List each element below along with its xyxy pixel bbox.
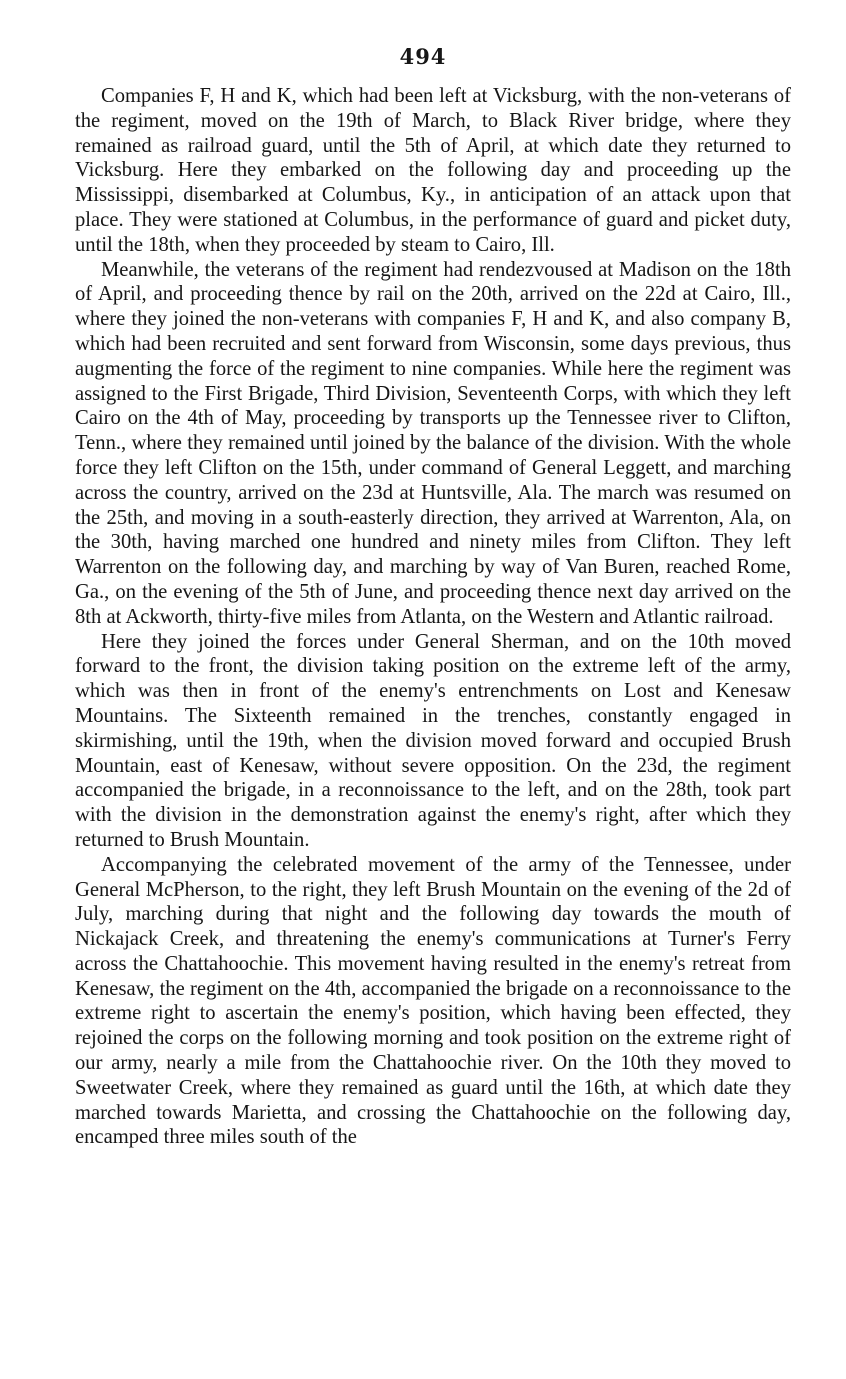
paragraph-4: Accompanying the celebrated movement of the army of the Tennessee, under General McPherson, to the right, they left Brush Mountain on the evening of the 2d of July, marching during that night and the following day towards the mouth of Nickajack Creek, and threatening the enemy's communications at Turner's Ferry across the Chattahoochie. This movement having resulted in the enemy's retreat from Kenesaw, the regiment on the 4th, accompanied the brigade on a reconnoissance to the extreme right to ascertain the enemy's position, which having been effected, they rejoined the corps on the following morning and took position on the extreme right of our army, nearly a mile from the Chattahoochie river. On the 10th they moved to Sweetwater Creek, where they remained as guard until the 16th, at which date they marched towards Marietta, and crossing the Chattahoochie on the following day, encamped three miles south of the: [75, 853, 791, 1149]
paragraph-2: Meanwhile, the veterans of the regiment had rendezvoused at Madison on the 18th of April, and proceeding thence by rail on the 20th, arrived on the 22d at Cairo, Ill., where they joined the non-veterans with companies F, H and K, and also company B, which had been recruited and sent forward from Wisconsin, some days previous, thus augmenting the force of the regiment to nine companies. While here the regiment was assigned to the First Brigade, Third Division, Seventeenth Corps, with which they left Cairo on the 4th of May, proceeding by transports up the Tennessee river to Clifton, Tenn., where they remained until joined by the balance of the division. With the whole force they left Clifton on the 15th, under command of General Leggett, and marching across the country, arrived on the 23d at Huntsville, Ala. The march was resumed on the 25th, and moving in a south-easterly direction, they arrived at Warrenton, Ala, on the 30th, having marched one hundred and ninety miles from Clifton. They left Warrenton on the following day, and marching by way of Van Buren, reached Rome, Ga., on the evening of the 5th of June, and proceeding thence next day arrived on the 8th at Ackworth, thirty-five miles from Atlanta, on the Western and Atlantic railroad.: [75, 258, 791, 628]
body-text: [75, 84, 791, 1150]
page-number: 494: [399, 44, 447, 69]
paragraph-3: Here they joined the forces under General Sherman, and on the 10th moved forward to the front, the division taking position on the extreme left of the army, which was then in front of the enemy's entrenchments on Lost and Kenesaw Mountains. The Sixteenth remained in the trenches, constantly engaged in skirmishing, until the 19th, when the division moved forward and occupied Brush Mountain, east of Kenesaw, without severe opposition. On the 23d, the regiment accompanied the brigade, in a reconnoissance to the left, and on the 28th, took part with the division in the demonstration against the enemy's right, after which they returned to Brush Mountain.: [75, 630, 791, 851]
paragraph-1: Companies F, H and K, which had been left at Vicksburg, with the non-veterans of the regiment, moved on the 19th of March, to Black River bridge, where they remained as railroad guard, until the 5th of April, at which date they returned to Vicksburg. Here they embarked on the following day and proceeding up the Mississippi, disembarked at Columbus, Ky., in anticipation of an attack upon that place. They were stationed at Columbus, in the performance of guard and picket duty, until the 18th, when they proceeded by steam to Cairo, Ill.: [75, 85, 791, 256]
